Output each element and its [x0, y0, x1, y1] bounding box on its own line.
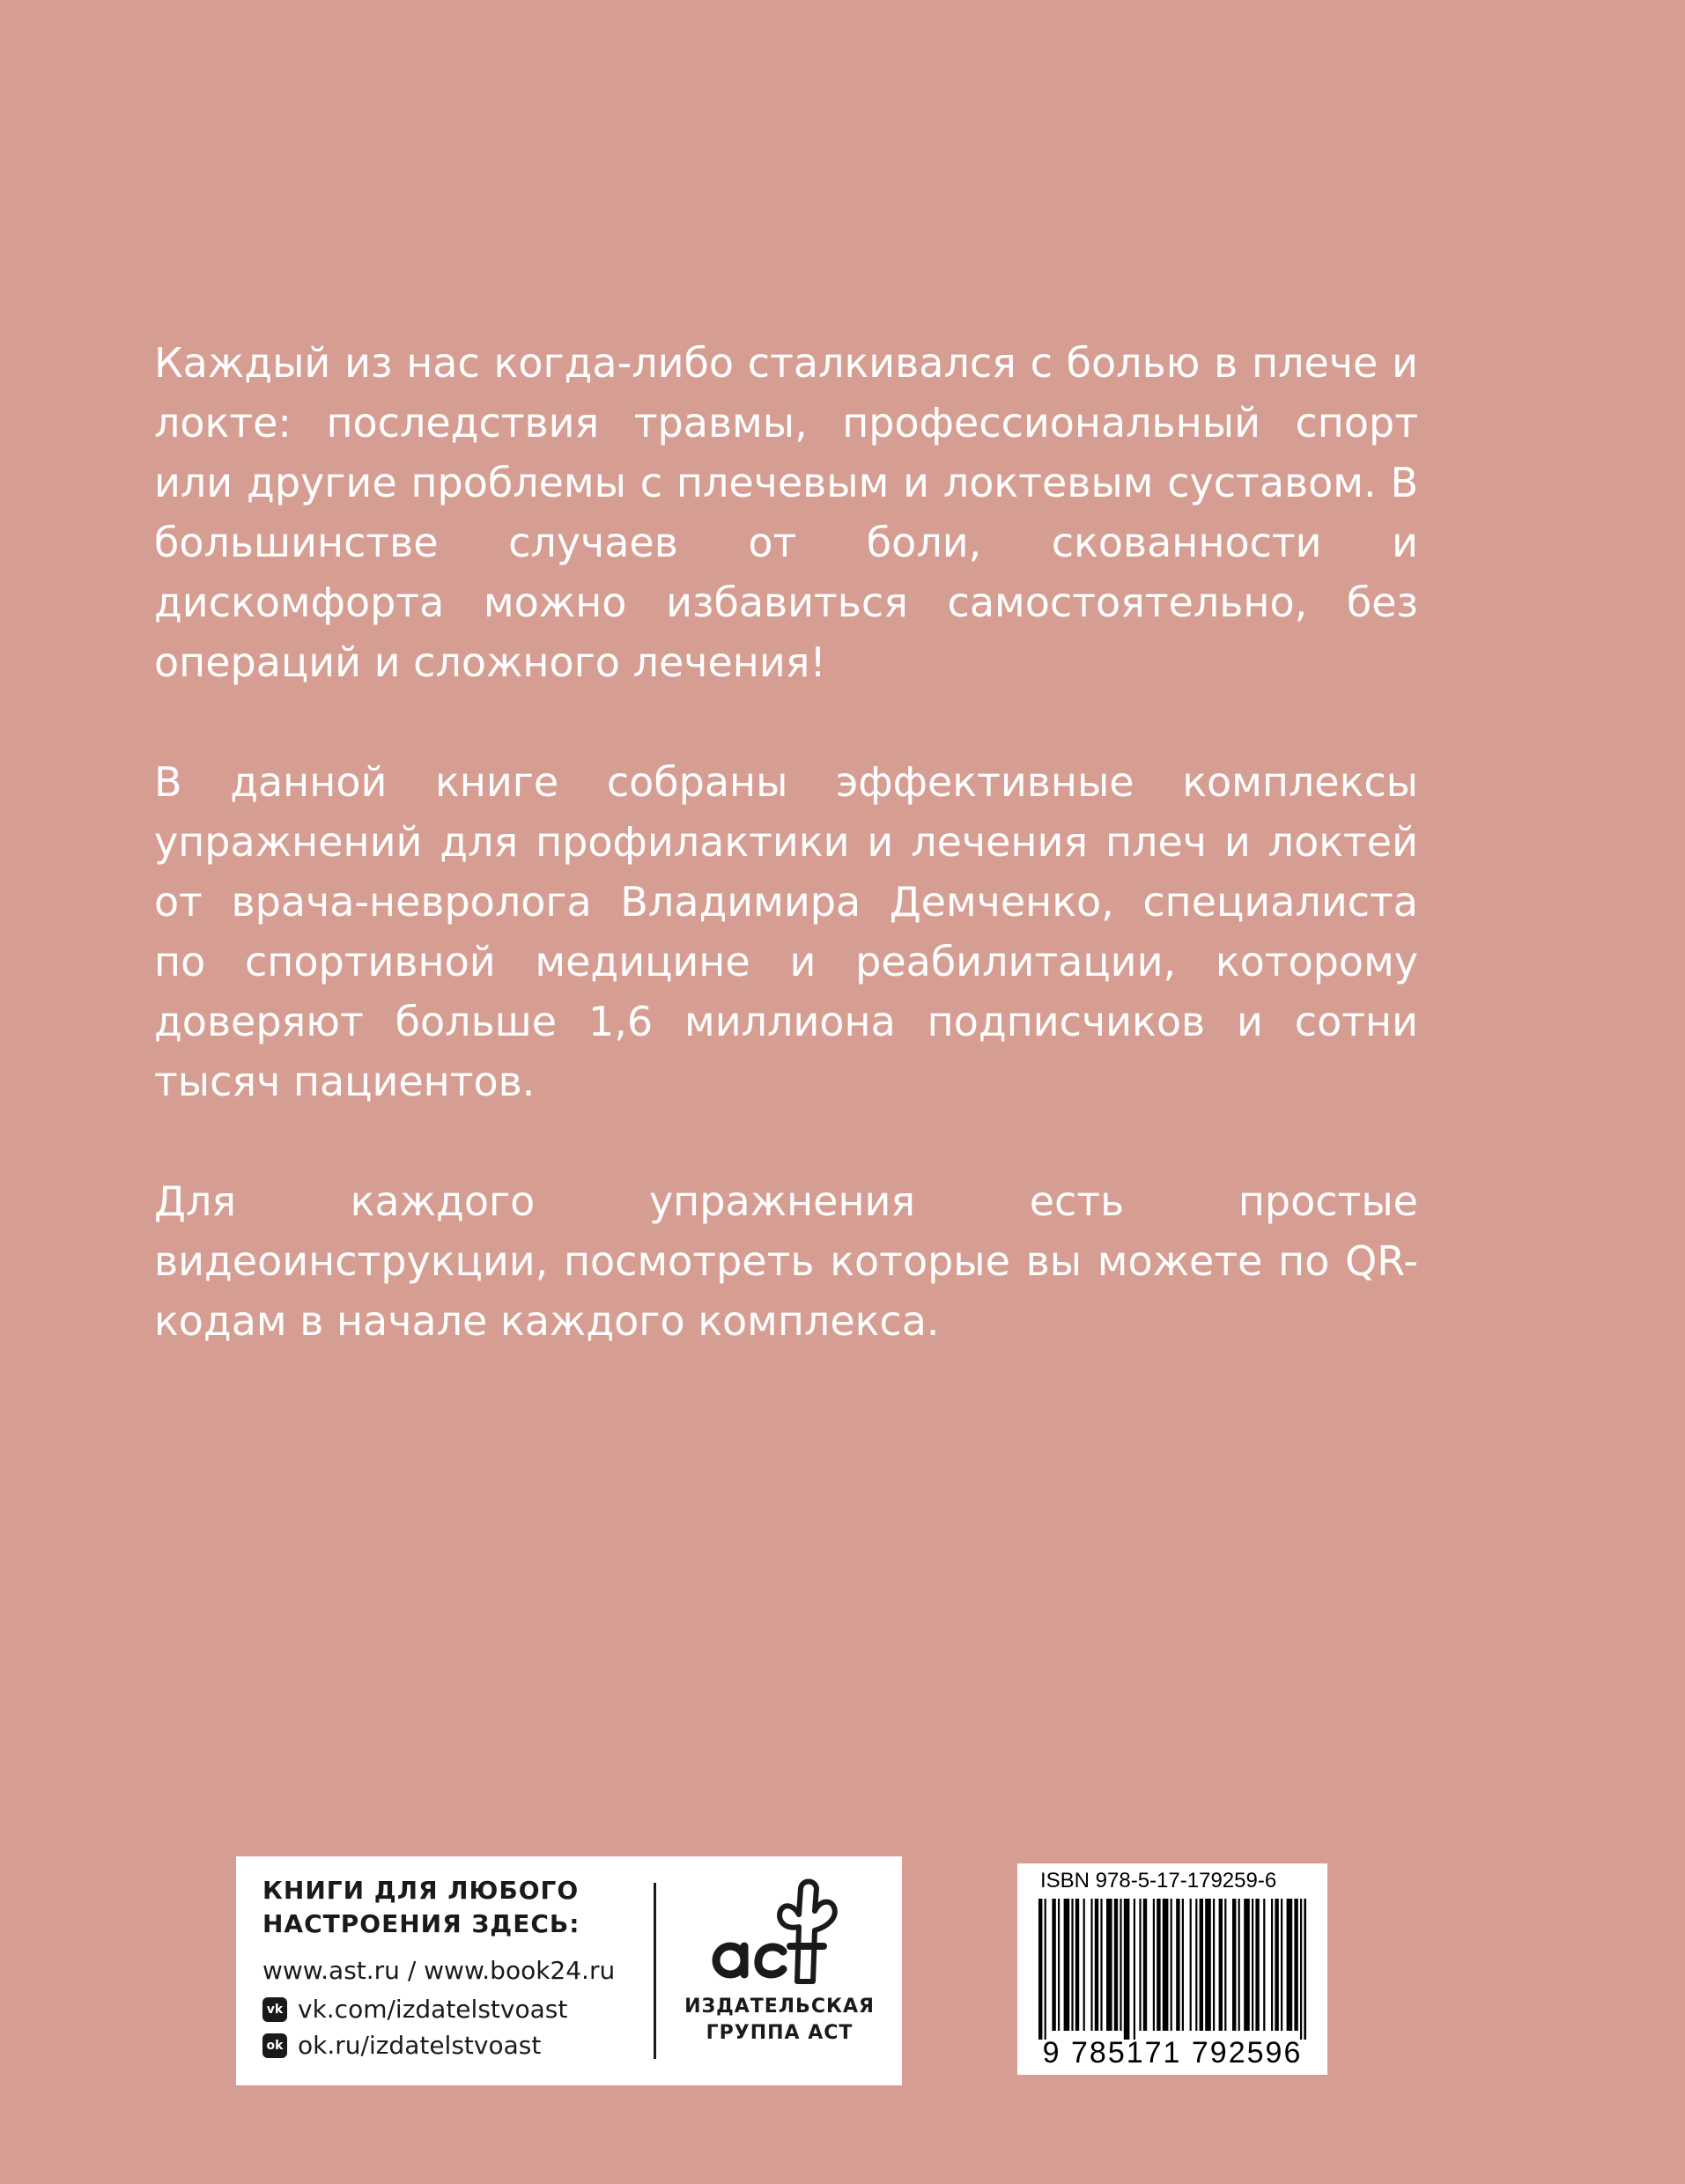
ean-digits: 9 785171 792596	[1042, 2036, 1303, 2070]
website-links[interactable]: www.ast.ru / www.book24.ru	[262, 1956, 616, 1985]
paragraph-1: Каждый из нас когда-либо сталкивался с болью в плече и локте: последствия травмы, профессиональный спорт или другие проблемы с плечевым и локтевым суставом. В большинстве случаев от боли, скованности и дискомфорта можно избавиться самостоятельно, без операций и сложного лечения!	[154, 339, 1418, 686]
slogan	[262, 1874, 597, 1941]
paragraph-3: Для каждого упражнения есть простые видеоинструкции, посмотреть которые вы можете по QR-кодам в начале каждого комплекса.	[154, 1177, 1418, 1345]
publisher-name	[669, 1994, 890, 2047]
vk-link[interactable]	[262, 1995, 567, 2024]
annotation-text	[154, 333, 1418, 1411]
vk-icon: vk	[262, 1997, 287, 2022]
slogan-line-2: НАСТРОЕНИЯ ЗДЕСЬ:	[262, 1909, 580, 1938]
paragraph-2: В данной книге собраны эффективные комплексы упражнений для профилактики и лечения плеч и локтей от врача-невролога Владимира Демченко, специалиста по спортивной медицине и реабилитации, которому доверяют больше 1,6 миллиона подписчиков и сотни тысяч пациентов.	[154, 758, 1418, 1105]
publisher-name-line-1: ИЗДАТЕЛЬСКАЯ	[684, 1996, 875, 2018]
vk-url[interactable]: vk.com/izdatelstvoast	[298, 1995, 568, 2024]
publisher-info-panel	[236, 1856, 902, 2085]
isbn-text: ISBN 978-5-17-179259-6	[1040, 1869, 1277, 1893]
barcode-panel	[1017, 1863, 1327, 2075]
ok-icon: ok	[262, 2033, 287, 2058]
ok-url[interactable]: ok.ru/izdatelstvoast	[298, 2031, 542, 2060]
divider	[654, 1883, 656, 2059]
barcode-icon	[1038, 1899, 1306, 2040]
slogan-line-1: КНИГИ ДЛЯ ЛЮБОГО	[262, 1876, 580, 1905]
ok-link[interactable]	[262, 2031, 541, 2060]
publisher-name-line-2: ГРУППА АСТ	[706, 2022, 854, 2044]
ast-logo-icon	[691, 1876, 868, 1990]
publisher-logo-block	[669, 1876, 890, 2070]
